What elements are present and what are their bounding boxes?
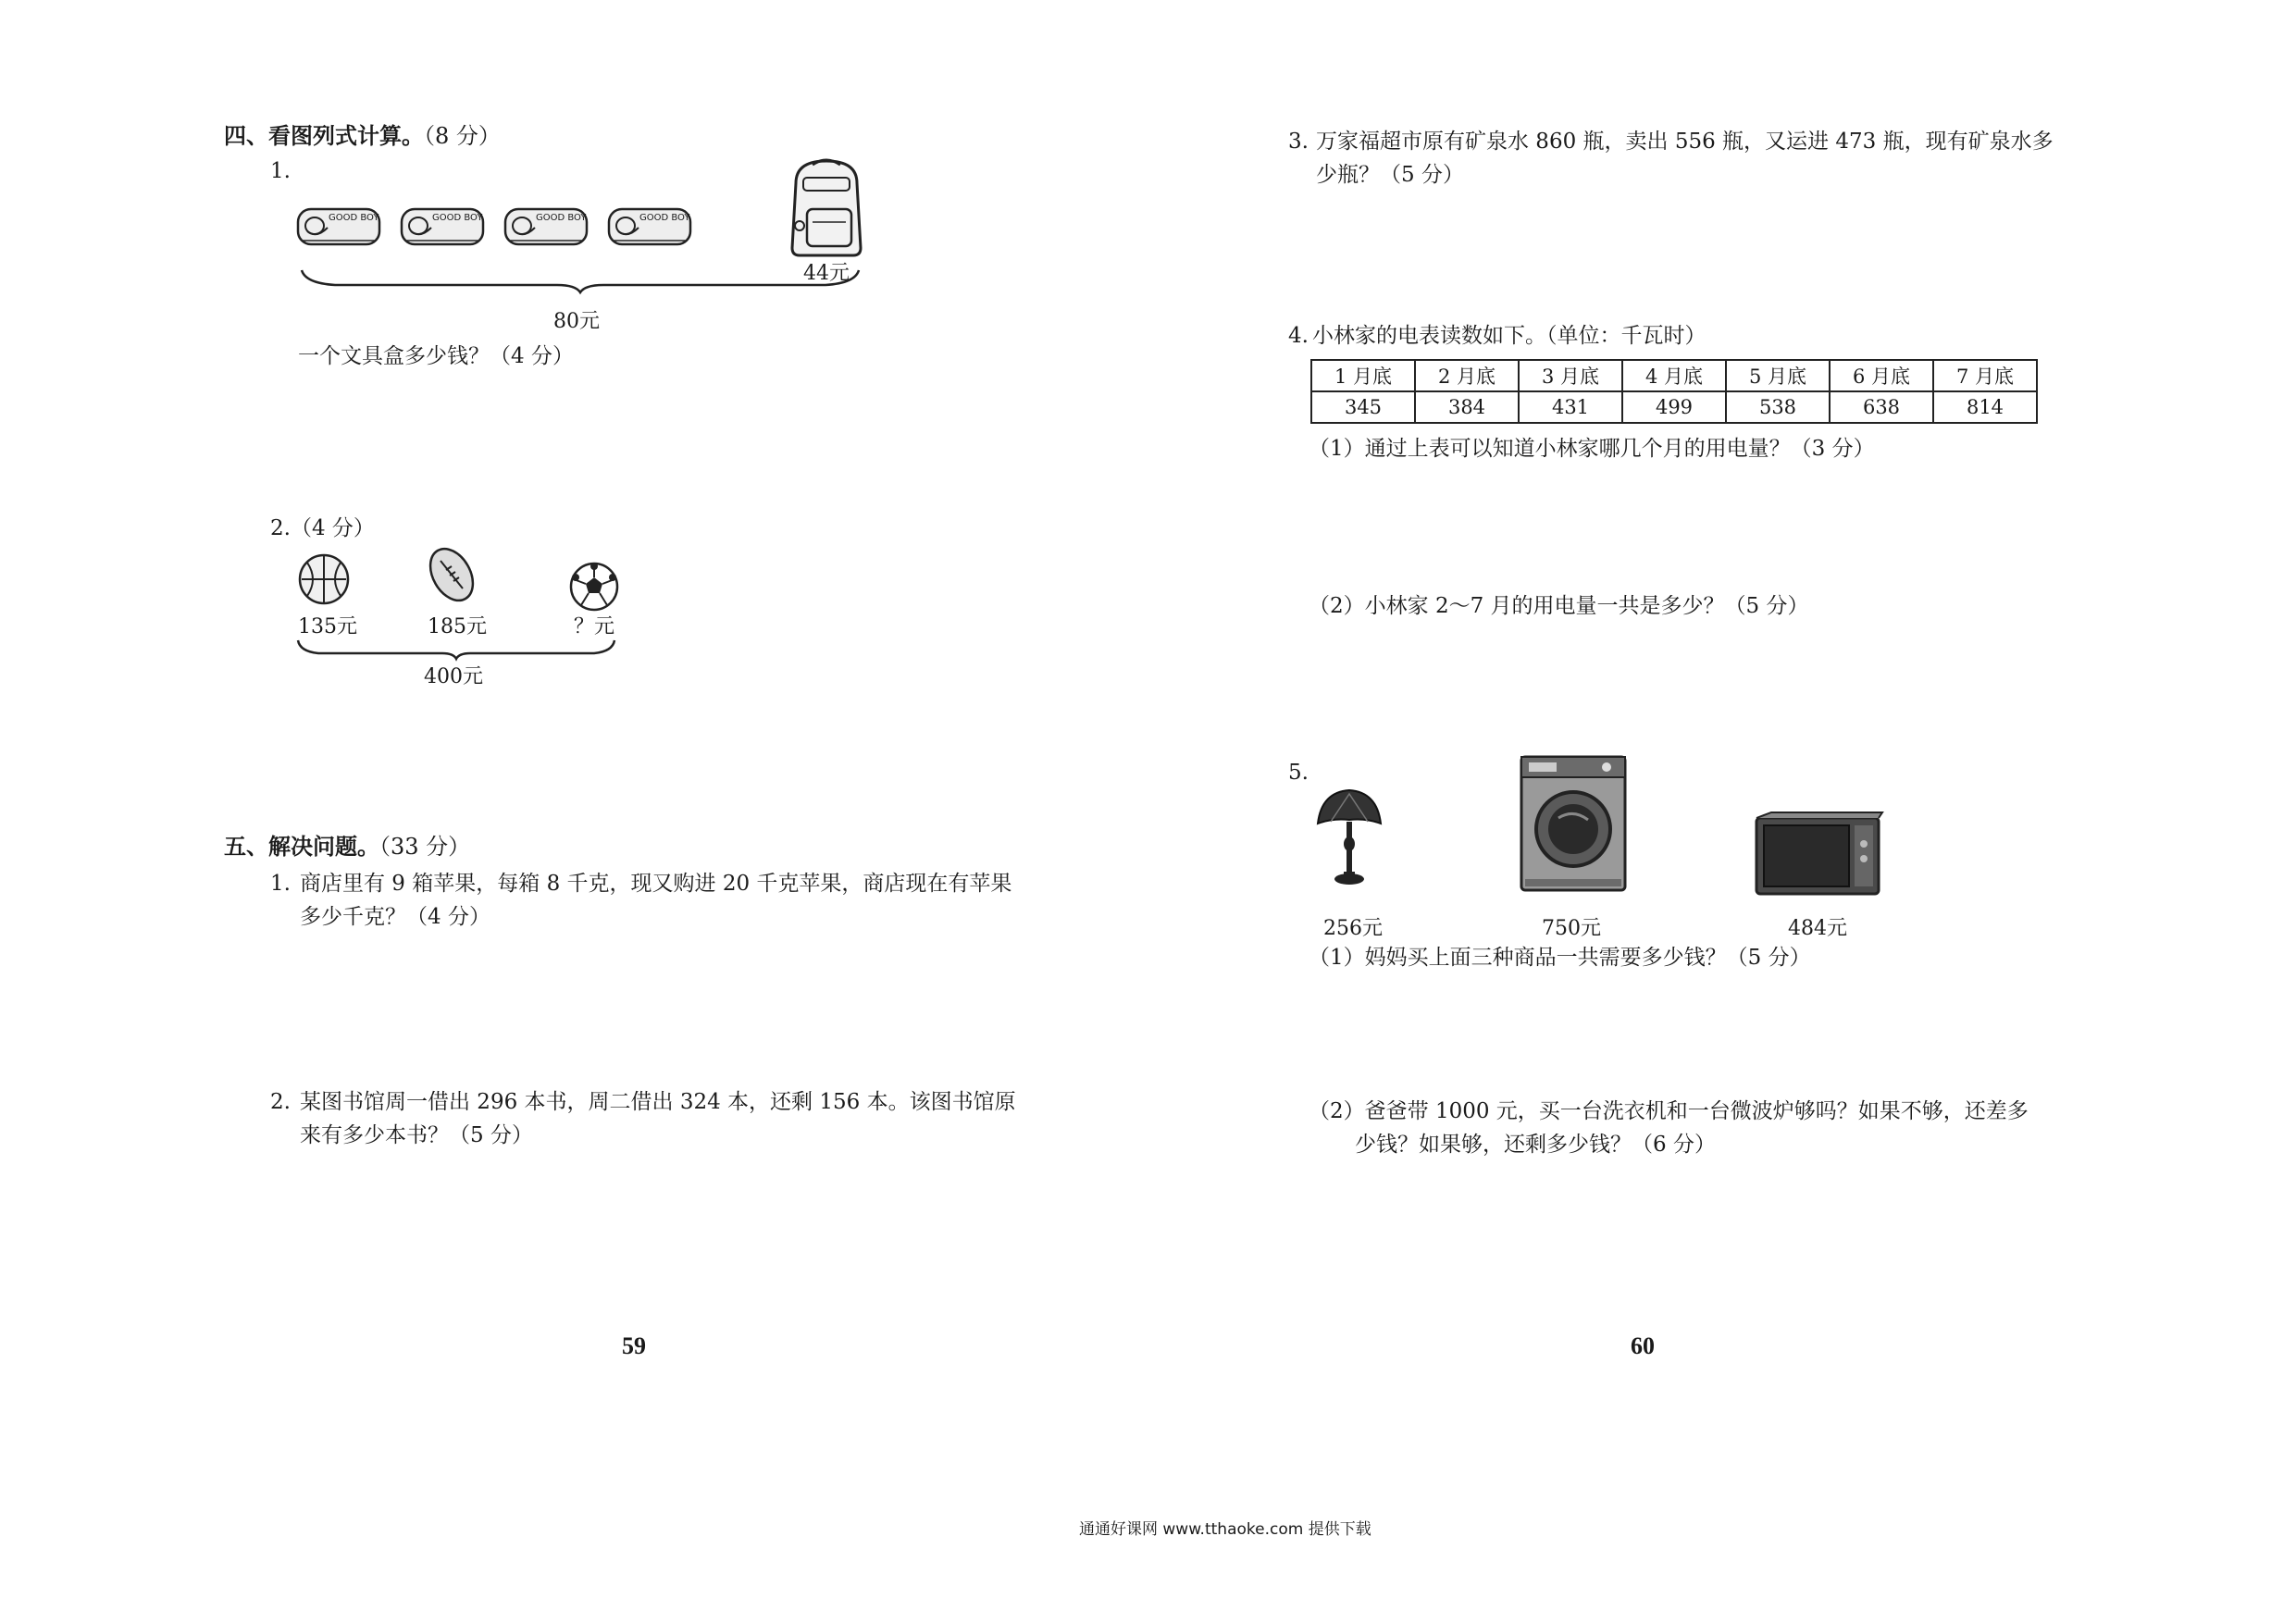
page-number-right: 60 [1631, 1332, 1655, 1359]
meter-value-cell: 814 [1933, 391, 2037, 423]
soccer-ball [568, 561, 620, 616]
school-bag-icon [776, 155, 877, 259]
section-5-points: （33 分） [379, 834, 471, 860]
basketball-price: 135元 [298, 615, 357, 638]
section-4-title: 四、看图列式计算。 [224, 122, 424, 149]
q5-sub1: （1）妈妈买上面三种商品一共需要多少钱？（5 分） [1309, 946, 1811, 970]
s5-q1-line2: 多少千克？（4 分） [300, 905, 490, 929]
basketball-icon [296, 551, 352, 607]
page-number-left: 59 [622, 1332, 646, 1359]
meter-header-cell: 6 月底 [1830, 360, 1933, 391]
meter-value-cell: 638 [1830, 391, 1933, 423]
lamp [1312, 787, 1386, 901]
s5-q2-line1: 某图书馆周一借出 296 本书，周二借出 324 本，还剩 156 本。该图书馆原 [300, 1090, 1016, 1114]
meter-header-cell: 2 月底 [1415, 360, 1519, 391]
case-label-4: GOOD BOY [639, 213, 690, 223]
pencil-case-row [294, 204, 711, 254]
q5-sub2-line2: 少钱？如果够，还剩多少钱？（6 分） [1355, 1133, 1716, 1157]
brace-shape [298, 266, 863, 294]
meter-table [1310, 359, 2038, 424]
washing-machine-price: 750元 [1542, 917, 1601, 940]
q3-line2: 少瓶？（5 分） [1316, 163, 1464, 187]
meter-table-value-row [1311, 391, 2037, 423]
lamp-price: 256元 [1323, 917, 1383, 940]
case-label-3: GOOD BOY [536, 213, 587, 223]
meter-value-cell: 538 [1726, 391, 1830, 423]
case-label-1: GOOD BOY [329, 213, 379, 223]
total-label-2: 400元 [424, 665, 483, 688]
meter-value-cell: 431 [1519, 391, 1622, 423]
basketball [296, 551, 352, 611]
total-brace [298, 266, 863, 298]
lamp-icon [1312, 787, 1386, 898]
q4-number: 4. [1288, 324, 1309, 348]
soccer-ball-icon [568, 561, 620, 613]
q3-line1: 万家福超市原有矿泉水 860 瓶，卖出 556 瓶，又运进 473 瓶，现有矿泉水多 [1316, 130, 2054, 154]
section-4-points: （8 分） [424, 123, 501, 149]
microwave-icon [1753, 811, 1882, 898]
section-5-heading [224, 831, 470, 862]
meter-header-cell: 7 月底 [1933, 360, 2037, 391]
s4-q2-number: 2.（4 分） [270, 516, 375, 540]
s5-q1-line1: 商店里有 9 箱苹果，每箱 8 千克，现又购进 20 千克苹果，商店现在有苹果 [300, 872, 1012, 896]
meter-table-header-row [1311, 360, 2037, 391]
footer-credit: 通通好课网 www.tthaoke.com 提供下载 [1079, 1520, 1371, 1539]
bag-price-label: 44元 [803, 262, 850, 285]
q5-sub2-line1: （2）爸爸带 1000 元，买一台洗衣机和一台微波炉够吗？如果不够，还差多 [1309, 1099, 2029, 1123]
soccer-price: ？元 [574, 615, 615, 638]
meter-header-cell: 1 月底 [1311, 360, 1415, 391]
school-bag [776, 155, 877, 263]
s4-q1-question: 一个文具盒多少钱？（4 分） [298, 344, 574, 368]
microwave-price: 484元 [1788, 917, 1847, 940]
meter-value-cell: 345 [1311, 391, 1415, 423]
rugby-ball-icon [424, 544, 479, 605]
microwave [1753, 811, 1882, 901]
rugby-price: 185元 [428, 615, 487, 638]
s5-q2-line2: 来有多少本书？（5 分） [300, 1123, 533, 1147]
q3-number: 3. [1288, 130, 1309, 154]
q4-intro: 小林家的电表读数如下。（单位：千瓦时） [1312, 324, 1706, 348]
meter-value-cell: 499 [1622, 391, 1726, 423]
pencil-case-icons [294, 204, 711, 250]
meter-header-cell: 4 月底 [1622, 360, 1726, 391]
case-label-2: GOOD BOY [432, 213, 483, 223]
washing-machine [1518, 753, 1629, 898]
meter-value-cell: 384 [1415, 391, 1519, 423]
section-4-heading [224, 120, 501, 152]
meter-header-cell: 5 月底 [1726, 360, 1830, 391]
q4-sub2: （2）小林家 2～7 月的用电量一共是多少？（5 分） [1309, 594, 1809, 618]
brace-shape-2 [294, 638, 618, 661]
section-5-title: 五、解决问题。 [224, 833, 379, 860]
total-label: 80元 [553, 310, 600, 333]
q4-sub1: （1）通过上表可以知道小林家哪几个月的用电量？（3 分） [1309, 437, 1875, 461]
s5-q1-number: 1. [270, 872, 291, 896]
meter-header-cell: 3 月底 [1519, 360, 1622, 391]
washing-machine-icon [1518, 753, 1629, 894]
s4-q1-number: 1. [270, 159, 291, 183]
q5-number: 5. [1288, 761, 1309, 785]
s5-q2-number: 2. [270, 1090, 291, 1114]
rugby-ball [424, 544, 479, 609]
